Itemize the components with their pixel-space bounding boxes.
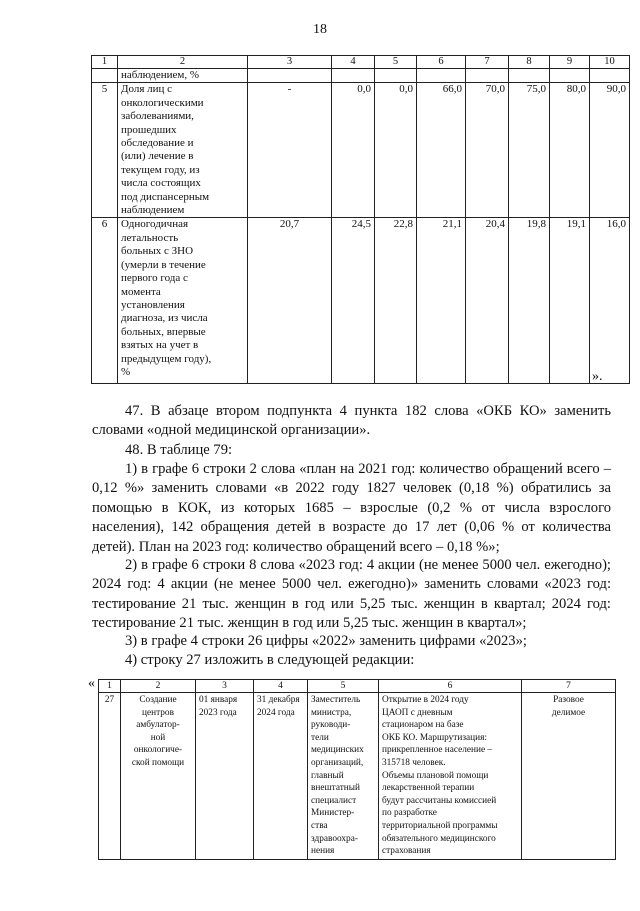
header-cell: 2 — [118, 56, 248, 69]
page-number: 18 — [313, 22, 327, 37]
header-cell: 4 — [254, 680, 308, 693]
list-item-1: 1) в графе 6 строки 2 слова «план на 2021 год: количество обращений всего – 0,12 %» заменить словами «в 2022 году 1827 человек (0,18 %) обратились за помощью в КОК, из которых 1685 – взрослые (0,2 % от числа взрослого населения), 142 обращения детей в возрасте до 17 лет (0,06 % от количества детей). План на 2023 год: количество обращений всего – 0,18 %»; — [92, 461, 611, 555]
header-cell: 5 — [375, 56, 417, 69]
header-cell: 3 — [248, 56, 332, 69]
table-header-row — [92, 56, 630, 69]
list-item-3: 3) в графе 4 строки 26 цифры «2022» заменить цифрами «2023»; — [125, 633, 527, 649]
header-cell: 9 — [550, 56, 590, 69]
value-cell: 22,8 — [375, 218, 417, 384]
end-date: 31 декабря 2024 года — [254, 693, 308, 860]
table-row-continuation — [92, 69, 630, 83]
value-cell: 19,1 — [550, 218, 590, 384]
paragraph-47: 47. В абзаце втором подпункта 4 пункта 182 слова «ОКБ КО» заменить словами «одной медицинской организации». — [92, 403, 611, 439]
header-cell: 1 — [92, 56, 118, 69]
header-cell: 2 — [121, 680, 196, 693]
header-cell: 6 — [379, 680, 522, 693]
value-cell: 19,8 — [509, 218, 550, 384]
list-item-2: 2) в графе 6 строки 8 слова «2023 год: 4 акции (не менее 5000 чел. ежегодно); 2024 год: 4 акции (не менее 5000 чел. ежегодно)» заменить словами «2023 год: тестирование 21 тыс. женщин в год или 5,25 тыс. женщин в квартал; 2024 год: тестирование 21 тыс. женщин в год или 5,25 тыс. женщин в квартал»; — [92, 557, 611, 632]
opening-quote: « — [88, 676, 95, 691]
row-number: 27 — [99, 693, 121, 860]
table-row — [92, 218, 630, 384]
continuation-text: наблюдением, % — [118, 69, 248, 83]
header-cell: 7 — [466, 56, 509, 69]
indicator-name: Одногодичная летальность больных с ЗНО (умерли в течение первого года с момента установления диагноза, из числа больных, впервые взятых на учет в предыдущем году), % — [118, 218, 248, 384]
value-cell: 75,0 — [509, 83, 550, 218]
value-cell: 80,0 — [550, 83, 590, 218]
value-cell: 20,7 — [248, 218, 332, 384]
indicator-name: Доля лиц с онкологическими заболеваниями, прошедших обследование и (или) лечение в текущем году, из числа состоящих под диспансерным наблюдением — [118, 83, 248, 218]
header-cell: 7 — [522, 680, 616, 693]
value-cell: 24,5 — [332, 218, 375, 384]
header-cell: 1 — [99, 680, 121, 693]
header-cell: 8 — [509, 56, 550, 69]
closing-quote: ». — [592, 369, 603, 384]
start-date: 01 января 2023 года — [196, 693, 254, 860]
row-number: 6 — [92, 218, 118, 384]
value-cell: - — [248, 83, 332, 218]
table-header-row — [99, 680, 616, 693]
value-cell: 70,0 — [466, 83, 509, 218]
indicators-table — [91, 55, 630, 384]
header-cell: 4 — [332, 56, 375, 69]
expected-result: Открытие в 2024 году ЦАОП с дневным стационаром на базе ОКБ КО. Маршрутизация: прикрепленное население – 315718 человек. Объемы плановой помощи лекарственной терапии будут рассчитаны комиссией по разработке территориальной программы обязательного медицинского страхования — [379, 693, 522, 860]
result-type: Разовое делимое — [522, 693, 616, 860]
header-cell: 5 — [308, 680, 379, 693]
table-row — [99, 693, 616, 860]
value-cell: 20,4 — [466, 218, 509, 384]
paragraph-48: 48. В таблице 79: — [125, 442, 233, 458]
value-cell: 21,1 — [417, 218, 466, 384]
value-cell: 0,0 — [375, 83, 417, 218]
list-item-4: 4) строку 27 изложить в следующей редакции: — [125, 652, 415, 668]
responsible: Заместитель министра, руководи- тели медицинских организаций, главный внештатный специалист Министер- ства здравоохра- нения — [308, 693, 379, 860]
event-name: Создание центров амбулатор- ной онкологиче- ской помощи — [121, 693, 196, 860]
header-cell: 10 — [590, 56, 630, 69]
header-cell: 6 — [417, 56, 466, 69]
value-cell: 0,0 — [332, 83, 375, 218]
header-cell: 3 — [196, 680, 254, 693]
value-cell: 66,0 — [417, 83, 466, 218]
value-cell: 90,0 — [590, 83, 630, 218]
row-number: 5 — [92, 83, 118, 218]
value-cell: 16,0 — [590, 218, 630, 384]
replacement-row-table — [98, 679, 616, 860]
table-row — [92, 83, 630, 218]
